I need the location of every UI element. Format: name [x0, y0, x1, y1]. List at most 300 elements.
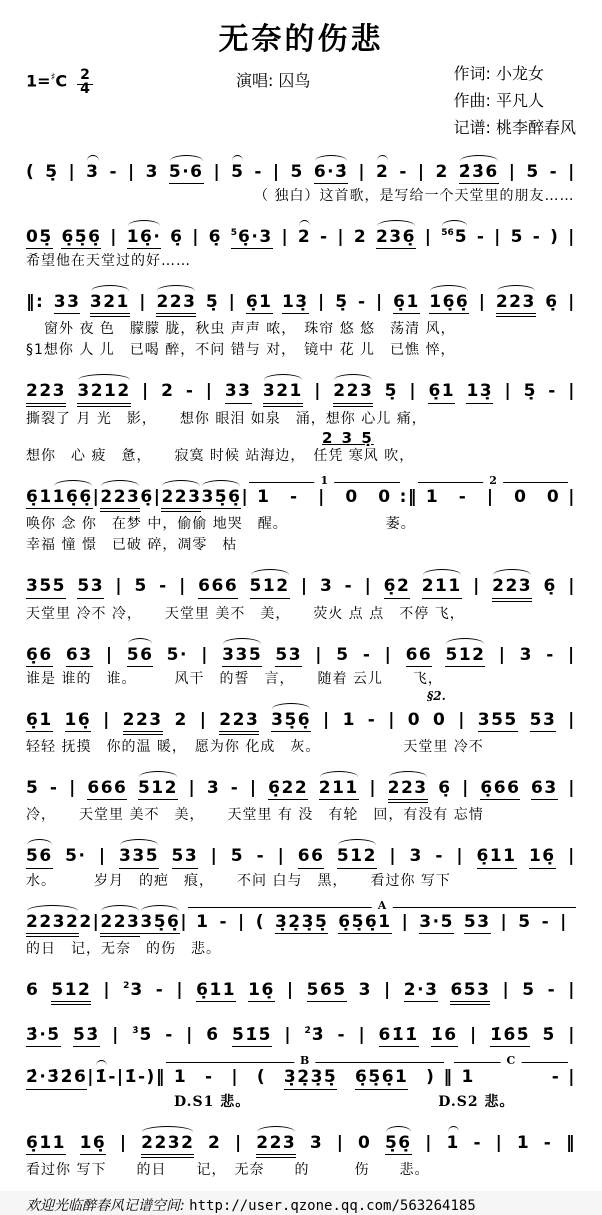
note-token: -: [551, 1067, 561, 1088]
note-token: 13̣: [282, 292, 309, 314]
note-token: -: [532, 226, 542, 247]
barline: |: [568, 979, 576, 1000]
note-token: 2: [376, 161, 390, 182]
credit-composer: 作曲: 平凡人: [453, 91, 544, 111]
note-token: -: [109, 161, 118, 182]
note-token: 3: [309, 1132, 324, 1153]
note-token: -: [108, 1067, 117, 1088]
note-token: 6̣2: [384, 576, 411, 598]
systems: [26, 162, 576, 1181]
barline: |: [284, 1025, 293, 1046]
note-token: 5̣: [384, 381, 398, 402]
barline: |: [500, 911, 509, 932]
system-10: [26, 846, 576, 891]
note-token: 5: [510, 226, 524, 247]
note-token: 6̇: [206, 1025, 220, 1046]
barline: |: [286, 979, 295, 1000]
note-token: 223: [333, 381, 373, 406]
lyrics-line: 谁是 谁的 谁。 风干 的誓 言， 随着 云儿 飞，: [26, 670, 443, 687]
note-token: 5̇3̇: [73, 1025, 100, 1047]
barline: |: [115, 576, 124, 597]
barline: |: [568, 487, 577, 508]
note-token: 33: [54, 292, 81, 314]
note-token: -: [230, 778, 240, 799]
note-token: 512: [250, 576, 290, 598]
barline: |: [231, 1067, 240, 1088]
note-token: -: [204, 1067, 214, 1088]
note-token: 0: [358, 1132, 372, 1153]
note-token: ): [426, 1067, 436, 1088]
system-1: [26, 162, 576, 207]
system-11: [26, 912, 576, 960]
footer: [26, 1195, 576, 1215]
system-15: [26, 1133, 576, 1181]
note-token: -: [476, 226, 486, 247]
grace-note: 2: [123, 981, 130, 992]
note-token: (: [255, 911, 265, 932]
footer-label: 欢迎光临醉春风记谱空间:: [26, 1197, 185, 1214]
note-token: 1: [516, 1132, 531, 1153]
note-token: 321: [90, 292, 130, 317]
note-token: 355: [478, 710, 518, 732]
barline: |: [375, 292, 384, 313]
barline: |: [560, 911, 568, 932]
note-token: -: [548, 381, 557, 402]
notes-row: [26, 778, 576, 803]
lyrics-line: §1想你 人 儿 已喝 醉，不问 错与 对， 镜中 花 儿 已憔 悴，: [26, 342, 456, 359]
note-token: 1̇6̇5̇: [490, 1025, 530, 1047]
note-token: 5̣: [45, 161, 59, 182]
note-token: -: [159, 576, 168, 597]
note-token: 1: [446, 1132, 460, 1153]
note-token: (: [26, 161, 36, 182]
note-token: -: [543, 1132, 553, 1153]
barline: |: [103, 709, 111, 730]
note-token: 6̣1: [26, 487, 53, 509]
ds-caption: D.S1 悲。 D.S2 悲。: [174, 1093, 515, 1110]
barline: |: [228, 292, 237, 313]
notes-row: [26, 487, 576, 512]
notes-row: [26, 227, 576, 249]
system-12: [26, 980, 576, 1005]
lyrics-line: 窗外 夜 色 朦朦 胧，秋虫 声声 哝， 珠帘 悠 悠 荡清 风，: [44, 321, 456, 338]
note-token: 16̣6̣: [429, 292, 469, 314]
barline: |: [142, 381, 150, 402]
note-token: $^{3̇}$5̇: [132, 1025, 153, 1046]
note-token: 512: [51, 980, 91, 1005]
song-title: 无奈的伤悲: [218, 22, 384, 57]
note-token: $^2$3: [123, 979, 144, 1000]
note-token: 335: [119, 846, 159, 868]
barline: |: [568, 1067, 577, 1088]
barline: |: [314, 381, 322, 402]
note-token: 63: [531, 778, 558, 800]
note-token: 223: [156, 292, 196, 317]
notes-row: [26, 1025, 576, 1047]
system-4: [26, 381, 576, 467]
note-token: 6̣11: [477, 846, 517, 868]
segno-mark: §2.: [426, 688, 446, 703]
barline: |: [153, 487, 162, 508]
note-token: 223: [492, 576, 532, 601]
note-token: -: [458, 487, 468, 508]
note-token: 0: [546, 487, 561, 508]
lyrics-line: 天堂里 冷不 冷， 天堂里 美不 美， 荧火 点 点 不停 飞，: [26, 605, 465, 622]
note-token: 223: [256, 1133, 296, 1158]
note-token: 1̇: [124, 1067, 138, 1088]
barline: |: [568, 846, 576, 867]
key-signature: [26, 60, 93, 96]
notes-row: [26, 292, 576, 317]
note-token: 5: [134, 576, 148, 597]
barline: |: [568, 1025, 576, 1046]
lyrics-line: 撕裂了 月 光 影， 想你 眼泪 如泉 涌，想你 心儿 痛，: [26, 410, 427, 427]
barline: |: [364, 576, 373, 597]
note-token: 6̣: [140, 487, 154, 508]
note-token: 3: [358, 979, 372, 1000]
key-prefix: 1=: [26, 71, 51, 91]
barline: |: [300, 576, 309, 597]
note-token: -: [290, 487, 299, 508]
system-3: [26, 292, 576, 361]
barline: |: [456, 846, 465, 867]
note-token: 565: [307, 980, 347, 1002]
note-token: -: [185, 381, 195, 402]
note-token: 6̣1: [26, 710, 53, 732]
sharp-icon: ♯: [50, 72, 56, 84]
note-token: 56: [26, 846, 53, 868]
system-6: [26, 576, 576, 624]
note-token: 223: [219, 710, 259, 735]
note-token: 223: [100, 487, 140, 512]
note-token: 3: [145, 161, 159, 182]
barline: |: [103, 979, 112, 1000]
note-token: 5: [230, 846, 245, 867]
note-token: 2̇3̇6: [459, 162, 499, 184]
time-top: 2: [77, 67, 93, 85]
lyrics-line: 轻轻 抚摸 你的温 暖， 愿为你 化成 灰。 天堂里 冷不: [26, 739, 484, 756]
note-token: 211: [422, 576, 462, 598]
time-bottom: 4: [80, 81, 90, 97]
note-token: -: [49, 778, 59, 799]
note-token: 6̣11: [26, 1133, 66, 1155]
barline: |: [119, 1132, 128, 1153]
note-token: 6̣: [438, 778, 452, 799]
section-bracket-C: [454, 1062, 569, 1088]
section-bracket-2: [418, 482, 568, 508]
note-token: 5·: [166, 644, 188, 665]
note-token: 2: [435, 161, 449, 182]
song-meta: [26, 60, 576, 142]
note-token: 13̣: [466, 381, 493, 403]
barline: |: [502, 979, 511, 1000]
barline: |: [180, 911, 189, 932]
credits: [454, 60, 576, 142]
barline: |: [409, 381, 418, 402]
barline: |: [210, 846, 219, 867]
lyrics-line: 的日 记，无奈 的伤 悲。: [26, 940, 221, 957]
barline: |: [358, 1025, 367, 1046]
note-token: 3: [206, 778, 221, 799]
barline: |: [568, 226, 576, 247]
note-token: 5: [522, 979, 536, 1000]
note-token: 1: [342, 709, 356, 730]
barline: |: [384, 644, 393, 665]
note-token: 3̣2̣3̣5̣: [284, 1067, 337, 1089]
barline: |: [568, 292, 576, 313]
barline: |: [389, 846, 398, 867]
barline: |: [205, 381, 214, 402]
barline: |: [112, 1025, 120, 1046]
note-token: 6̣6: [26, 645, 53, 667]
note-token: 223: [388, 778, 428, 803]
note-token: 5: [518, 911, 532, 932]
note-token: 2̇6: [61, 1067, 88, 1089]
note-token: 5̣6̣: [385, 1133, 412, 1155]
notes-row: [26, 846, 576, 868]
credit-transcriber: 记谱: 桃李醉春风: [453, 118, 576, 138]
note-token: 211: [319, 778, 359, 800]
note-token: 3: [319, 576, 334, 597]
note-token: 2: [79, 911, 93, 932]
notes-row: [26, 1133, 576, 1158]
notes-row: [26, 912, 576, 937]
note-token: 6̣66: [480, 778, 520, 800]
lyrics-line: 幸福 憧 憬 已破 碎，凋零 枯: [26, 537, 238, 554]
note-token: -: [219, 911, 228, 932]
barline: |: [272, 161, 281, 182]
note-token: -: [357, 292, 367, 313]
system-8: [26, 688, 576, 758]
note-token: 5̇: [542, 1025, 556, 1046]
lyrics-line: 冷， 天堂里 美不 美， 天堂里 有 没 有轮 回，有没有 忘情: [26, 807, 484, 824]
note-token: 3̇·5̇: [26, 1025, 61, 1047]
lyrics-line: 看过你 写下 的日 记， 无奈 的 伤 悲。: [26, 1161, 430, 1178]
barline: |: [87, 1067, 96, 1088]
barline: |: [568, 778, 576, 799]
barline: |: [369, 778, 378, 799]
note-token: 16̣6̣: [53, 487, 93, 509]
note-token: 5: [290, 161, 304, 182]
credit-lyricist: 作词: 小龙女: [453, 64, 544, 83]
barline: |: [281, 226, 290, 247]
note-token: -: [546, 644, 555, 665]
note-token: 223: [26, 381, 66, 406]
note-token: 2: [161, 381, 175, 402]
barline: |: [186, 1025, 194, 1046]
barline: |: [568, 709, 576, 730]
note-token: 2232: [26, 912, 79, 937]
barline: |: [568, 381, 576, 402]
note-token: 0: [345, 487, 359, 508]
barline: |: [470, 1025, 478, 1046]
note-token: 6̣: [208, 226, 223, 247]
note-token: 66: [406, 645, 433, 667]
note-token: 653: [450, 980, 490, 1005]
barline: |: [249, 778, 258, 799]
barline: |: [277, 846, 286, 867]
note-token: 3·5: [419, 912, 454, 934]
barline: |: [388, 709, 396, 730]
note-token: -: [362, 644, 372, 665]
note-token: 5̇1̇5̇: [232, 1025, 272, 1047]
note-token: 61̇1̇: [379, 1025, 419, 1047]
notes-row: [26, 980, 576, 1005]
barline: |: [201, 644, 209, 665]
barline: |: [315, 644, 324, 665]
note-token: 53: [77, 576, 104, 598]
note-token: 16̣·: [127, 227, 162, 249]
note-token: 53: [275, 645, 302, 667]
alt-notes: 2 3 5̣: [322, 428, 374, 447]
barline: |: [473, 576, 481, 597]
note-token: -: [254, 161, 263, 182]
barline: |: [68, 161, 77, 182]
system-2: [26, 227, 576, 272]
note-token: $^{2̇}$3̇: [304, 1025, 326, 1046]
note-token: 6̣22: [268, 778, 308, 800]
barline: |: [495, 1132, 504, 1153]
system-9: [26, 778, 576, 826]
footer-url-link[interactable]: http://user.qzone.qq.com/563264185: [189, 1197, 476, 1214]
lyrics-line: （ 独白）这首歌，是写给一个天堂里的朋友……: [254, 187, 575, 204]
note-token: 6̣1: [393, 292, 420, 314]
note-token: 3212: [77, 381, 130, 406]
barline: |: [568, 161, 576, 182]
note-token: 1̇6: [431, 1025, 458, 1047]
barline: |: [425, 1132, 433, 1153]
note-token: :‖: [399, 487, 418, 508]
note-token: 666: [198, 576, 238, 598]
note-token: 6̣5̣6̣: [61, 227, 101, 249]
note-token: 5̣: [205, 292, 220, 313]
barline: |: [92, 487, 101, 508]
note-token: ): [550, 226, 560, 247]
barline: |: [176, 979, 185, 1000]
lyrics-line: 想你 心 疲 惫， 寂寞 时候 站海边， 任凭 寒风 吹，: [26, 448, 415, 465]
note-token: 0: [407, 709, 422, 730]
barline: |: [237, 911, 246, 932]
barline: |: [458, 709, 466, 730]
grace-note: 2̇: [304, 1026, 311, 1037]
barline: |: [110, 226, 118, 247]
note-token: 16̣: [248, 980, 275, 1002]
performer: 演唱: 囚鸟: [235, 71, 311, 90]
note-token: 223: [123, 710, 163, 735]
note-token: ‖: [443, 1067, 454, 1088]
note-token: -: [256, 846, 266, 867]
note-token: 236̣: [376, 227, 416, 249]
note-token: -: [547, 979, 557, 1000]
note-token: 53: [464, 912, 491, 934]
note-token: -: [320, 226, 329, 247]
note-token: 5: [526, 161, 540, 182]
note-token: 0 §2.: [426, 688, 447, 730]
note-token: 2·3: [404, 980, 439, 1002]
note-token: 512: [445, 645, 485, 667]
note-token: 512: [138, 778, 178, 800]
note-token: 6̣11: [196, 980, 236, 1002]
note-token: 5̣: [335, 292, 349, 313]
barline: |: [127, 161, 136, 182]
note-token: 3: [409, 846, 423, 867]
note-token: 53: [172, 846, 199, 868]
note-token: 2: [297, 226, 312, 247]
barline: |: [401, 911, 410, 932]
note-token: 3̣2̣3̣5̣: [275, 912, 328, 934]
note-token: 05̣: [26, 227, 53, 249]
barline: |: [116, 1067, 125, 1088]
lyrics-line: 唤你 念 你 在梦 中，偷偷 地哭 醒。 萎。: [26, 516, 416, 533]
barline: |: [192, 226, 200, 247]
note-token: -: [541, 911, 551, 932]
note-token: 2: [208, 1132, 222, 1153]
note-token: 223: [161, 487, 201, 512]
note-token: 512: [337, 846, 377, 868]
note-token: 6̣1: [246, 292, 273, 314]
section-bracket-A: [188, 907, 576, 934]
note-token: -: [337, 1025, 347, 1046]
note-token: ‖: [155, 1067, 166, 1088]
barline: |: [336, 1132, 345, 1153]
note-token: 6̣: [543, 576, 557, 597]
barline: |: [179, 576, 187, 597]
system-14: [26, 1067, 576, 1112]
note-token: 223: [496, 292, 536, 317]
note-token: 66: [298, 846, 325, 868]
note-token: -: [155, 979, 165, 1000]
note-token: 6·3̇: [314, 162, 349, 184]
note-token: -: [165, 1025, 174, 1046]
note-token: 2̇·3̇: [26, 1067, 61, 1089]
barline: |: [504, 381, 513, 402]
barline: |: [568, 644, 576, 665]
note-token: 335: [222, 645, 262, 667]
note-token: $^5$6̣·3: [231, 227, 273, 249]
barline: |: [337, 226, 346, 247]
note-token: -: [367, 709, 377, 730]
note-token: B 1: [173, 1067, 188, 1088]
note-token: (: [256, 1067, 267, 1088]
barline: |: [358, 161, 367, 182]
note-token: ): [146, 1067, 156, 1088]
barline: |: [199, 709, 208, 730]
note-token: 35̣6̣: [201, 487, 241, 509]
note-token: -: [435, 846, 444, 867]
barline: |: [92, 911, 101, 932]
note-token: 1̇: [95, 1067, 109, 1088]
system-5: [26, 487, 576, 556]
note-token: 35̣6̣: [271, 710, 311, 732]
barline: |: [508, 161, 517, 182]
barline: |: [318, 487, 326, 508]
note-token: 5: [231, 161, 245, 182]
note-token: 2: [353, 226, 368, 247]
notes-row: [26, 645, 576, 667]
barline: |: [323, 709, 331, 730]
key-note: C: [55, 71, 68, 91]
lyrics-line: 水。 岁月 的疤 痕， 不问 白与 黑， 看过你 写下: [26, 872, 451, 889]
note-token: 56: [127, 645, 154, 667]
barline: |: [424, 226, 433, 247]
note-token: -: [344, 576, 354, 597]
note-token: ‖:: [26, 292, 45, 313]
note-token: 63: [66, 645, 93, 667]
section-bracket-B: [166, 1062, 444, 1089]
note-token: 33: [225, 381, 252, 403]
barline: |: [417, 161, 426, 182]
grace-note: 56: [441, 228, 454, 239]
